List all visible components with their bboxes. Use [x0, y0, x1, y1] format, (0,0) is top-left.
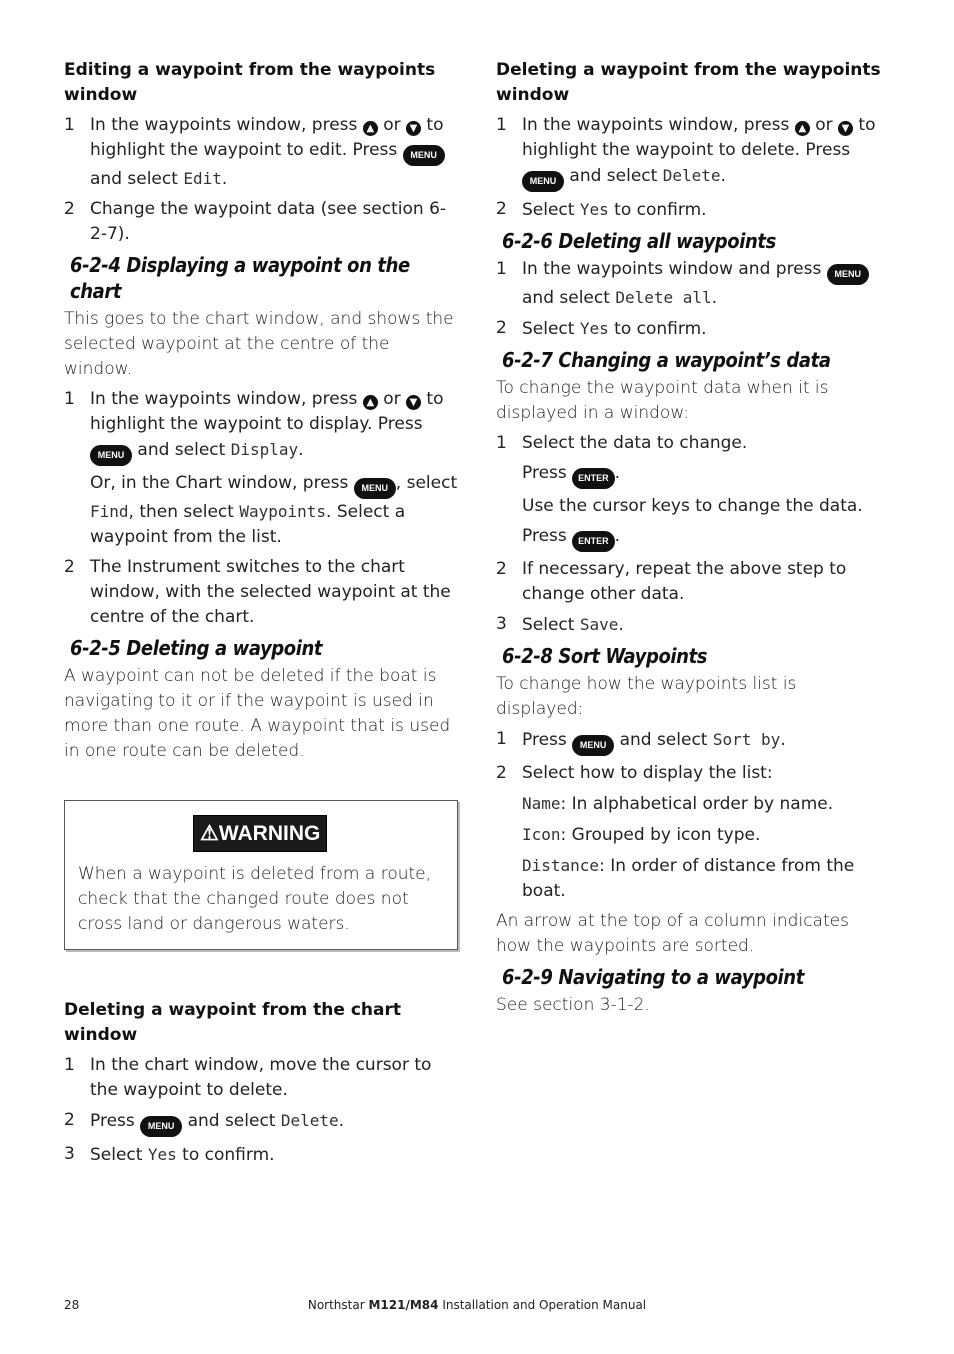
- list-item: 1 In the waypoints window, press ▲ or ▼ to highlight the waypoint to display. Press MENU and select Display.: [64, 387, 459, 466]
- menu-key-icon: MENU: [403, 145, 445, 166]
- list-item-note: Use the cursor keys to change the data.: [522, 496, 863, 516]
- sort-option: Icon: Grouped by icon type.: [522, 825, 761, 845]
- paragraph: To change how the waypoints list is displayed:: [496, 674, 797, 719]
- list-item-note: Press ENTER .: [522, 524, 886, 552]
- list-item-note: Or, in the Chart window, press MENU , select Find, then select Waypoints. Select a waypoint from the list.: [90, 473, 458, 547]
- list-item: 1 In the waypoints window and press MENU and select Delete all.: [496, 257, 886, 311]
- enter-key-icon: ENTER: [572, 468, 615, 489]
- manual-title: Northstar M121/M84 Installation and Operation Manual: [307, 1298, 647, 1312]
- warning-box: [64, 800, 458, 950]
- heading-delete-all: 6-2-6 Deleting all waypoints: [502, 229, 776, 253]
- list-item: 2 Change the waypoint data (see section 6-2-7).: [64, 199, 447, 244]
- up-arrow-icon: ▲: [363, 395, 378, 410]
- menu-key-icon: MENU: [90, 445, 132, 466]
- heading-edit-waypoint: Editing a waypoint from the waypoints window: [64, 60, 436, 105]
- list-item: 1 In the chart window, move the cursor to the waypoint to delete.: [64, 1055, 432, 1100]
- menu-key-icon: MENU: [572, 735, 614, 756]
- paragraph: This goes to the chart window, and shows the selected waypoint at the centre of the window.: [64, 309, 454, 379]
- list-item: 1 In the waypoints window, press ▲ or ▼ to highlight the waypoint to delete. Press MENU and select Delete.: [496, 113, 886, 192]
- sort-option: Name: In alphabetical order by name.: [522, 794, 834, 814]
- menu-key-icon: MENU: [522, 171, 564, 192]
- heading-delete-from-window: Deleting a waypoint from the waypoints window: [496, 60, 881, 105]
- list-item: 2 The Instrument switches to the chart window, with the selected waypoint at the centre of the chart.: [64, 557, 451, 627]
- up-arrow-icon: ▲: [795, 121, 810, 136]
- list-item: 2 If necessary, repeat the above step to change other data.: [496, 559, 847, 604]
- list-item: 2 Select how to display the list:: [496, 763, 773, 783]
- paragraph: See section 3-1-2.: [496, 995, 650, 1015]
- list-item: 2 Select Yes to confirm.: [496, 318, 707, 339]
- paragraph: A waypoint can not be deleted if the boat is navigating to it or if the waypoint is used in more than one route. A waypoint that is used in one route can be deleted.: [64, 666, 451, 761]
- enter-key-icon: ENTER: [572, 531, 615, 552]
- list-item: 1 In the waypoints window, press ▲ or ▼ to highlight the waypoint to edit. Press MENU and select Edit.: [64, 115, 444, 189]
- list-item: 1 Press MENU and select Sort by.: [496, 727, 886, 756]
- menu-key-icon: MENU: [354, 478, 396, 499]
- warning-triangle-icon: ⚠: [200, 822, 219, 845]
- heading-navigate-waypoint: 6-2-9 Navigating to a waypoint: [502, 965, 804, 989]
- heading-display-waypoint: 6-2-4 Displaying a waypoint on the chart: [70, 253, 410, 303]
- heading-delete-from-chart: Deleting a waypoint from the chart window: [64, 1000, 402, 1045]
- list-item: 2 Press MENU and select Delete.: [64, 1108, 459, 1137]
- heading-change-data: 6-2-7 Changing a waypoint’s data: [502, 348, 831, 372]
- list-item: 2 Select Yes to confirm.: [496, 199, 707, 220]
- list-item: 3 Select Save.: [496, 614, 624, 635]
- warning-text: When a waypoint is deleted from a route, check that the changed route does not cross land or dangerous waters.: [78, 864, 432, 934]
- paragraph: An arrow at the top of a column indicates how the waypoints are sorted.: [496, 911, 849, 956]
- sort-option: Distance: In order of distance from the boat.: [522, 856, 855, 901]
- list-item: 1 Select the data to change.: [496, 433, 748, 453]
- heading-delete-waypoint: 6-2-5 Deleting a waypoint: [70, 636, 323, 660]
- left-column: [64, 58, 459, 1173]
- paragraph: To change the waypoint data when it is displayed in a window:: [496, 378, 829, 423]
- heading-sort-waypoints: 6-2-8 Sort Waypoints: [502, 644, 708, 668]
- list-item-note: Press ENTER .: [522, 461, 886, 489]
- up-arrow-icon: ▲: [363, 121, 378, 136]
- down-arrow-icon: ▼: [406, 395, 421, 410]
- warning-badge: ⚠WARNING: [193, 815, 327, 852]
- menu-key-icon: MENU: [827, 264, 869, 285]
- down-arrow-icon: ▼: [838, 121, 853, 136]
- page-number: 28: [64, 1298, 80, 1312]
- right-column: [496, 58, 886, 1023]
- menu-key-icon: MENU: [140, 1116, 182, 1137]
- list-item: 3 Select Yes to confirm.: [64, 1144, 275, 1165]
- down-arrow-icon: ▼: [406, 121, 421, 136]
